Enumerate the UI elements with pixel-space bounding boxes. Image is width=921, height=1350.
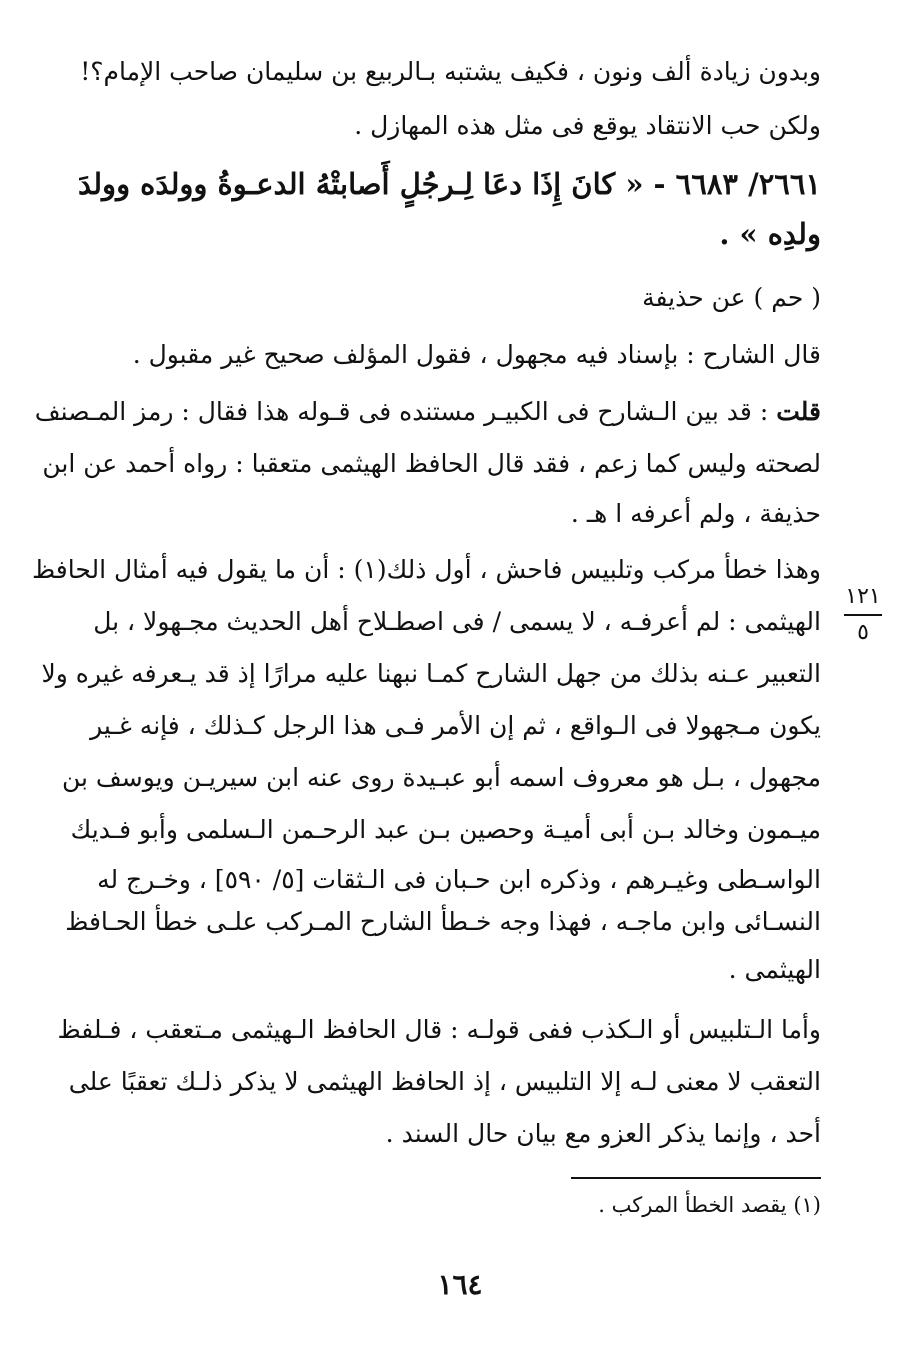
text-line: وبدون زيادة ألف ونون ، فكيف يشتبه بـالربيع بن سليمان صاحب الإمام؟! (80, 57, 821, 86)
text-line: الهيثمى : لم أعرفـه ، لا يسمى / فى اصطـلاح أهل الحديث مجـهولا ، بل (93, 607, 821, 636)
text-line: التعبير عـنه بذلك من جهل الشارح كمـا نبهنا عليه مرارًا إذ قد يـعرفه غيره ولا (41, 659, 821, 688)
footnote-divider (571, 1177, 821, 1179)
text-line: ولكن حب الانتقاد يوقع فى مثل هذه المهازل . (354, 111, 821, 140)
footnote: (١) يقصد الخطأ المركب . (598, 1193, 821, 1217)
text-line: التعقب لا معنى لـه إلا التلبيس ، إذ الحافظ الهيثمى لا يذكر ذلـك تعقبًا على (68, 1067, 821, 1096)
text-line: أحد ، وإنما يذكر العزو مع بيان حال السند . (385, 1119, 821, 1148)
text-line: مجهول ، بـل هو معروف اسمه أبو عبـيدة روى عنه ابن سيريـن ويوسف بن (61, 763, 821, 792)
margin-page: ٥ (857, 620, 869, 645)
qultu-text: : قد بين الـشارح فى الكبيـر مستنده فى قـوله هذا فقال : رمز المـصنف (34, 397, 769, 426)
sharih-statement: قال الشارح : بإسناد فيه مجهول ، فقول المؤلف صحيح غير مقبول . (132, 340, 821, 369)
margin-reference (838, 584, 888, 646)
text-line: النسـائى وابن ماجـه ، فهذا وجه خـطأ الشارح المـركب علـى خطأ الحـافظ (65, 907, 821, 936)
margin-divider (844, 614, 882, 616)
text-line: يكون مـجهولا فى الـواقع ، ثم إن الأمر فـى هذا الرجل كـذلك ، فإنه غـير (90, 711, 821, 740)
hadith-source (101, 280, 821, 316)
qultu-word: قلت (776, 397, 821, 426)
text-line: لصحته وليس كما زعم ، فقد قال الحافظ الهيثمى متعقبا : رواه أحمد عن ابن (42, 449, 821, 478)
hadith-text: ولدِه » . (719, 217, 821, 251)
text-line: الهيثمى . (728, 955, 821, 984)
text-line: ميـمون وخالد بـن أبى أميـة وحصين بـن عبد الرحـمن الـسلمى وأبو فـديك (70, 815, 821, 844)
qultu-line (34, 394, 821, 430)
text-line: وهذا خطأ مركب وتلبيس فاحش ، أول ذلك(١) : أن ما يقول فيه أمثال الحافظ (32, 555, 821, 584)
text-line: الواسـطى وغيـرهم ، وذكره ابن حـبان فى الـثقات [٥/ ٥٩٠] ، وخـرج له (97, 865, 821, 894)
hadith-text: ٢٦٦١/ ٦٦٨٣ - « كانَ إِذَا دعَا لِـرجُلٍ أَصابتْهُ الدعـوةُ وولدَه وولدَ (78, 167, 821, 201)
page-number: ١٦٤ (437, 1268, 483, 1301)
text-line: حذيفة ، ولم أعرفه ا هـ . (570, 499, 821, 528)
text-line: وأما الـتلبيس أو الـكذب ففى قولـه : قال الحافظ الـهيثمى مـتعقب ، فـلفظ (57, 1015, 821, 1044)
source-text: ( حم ) عن حذيفة (642, 283, 821, 312)
margin-volume: ١٢١ (845, 584, 881, 609)
